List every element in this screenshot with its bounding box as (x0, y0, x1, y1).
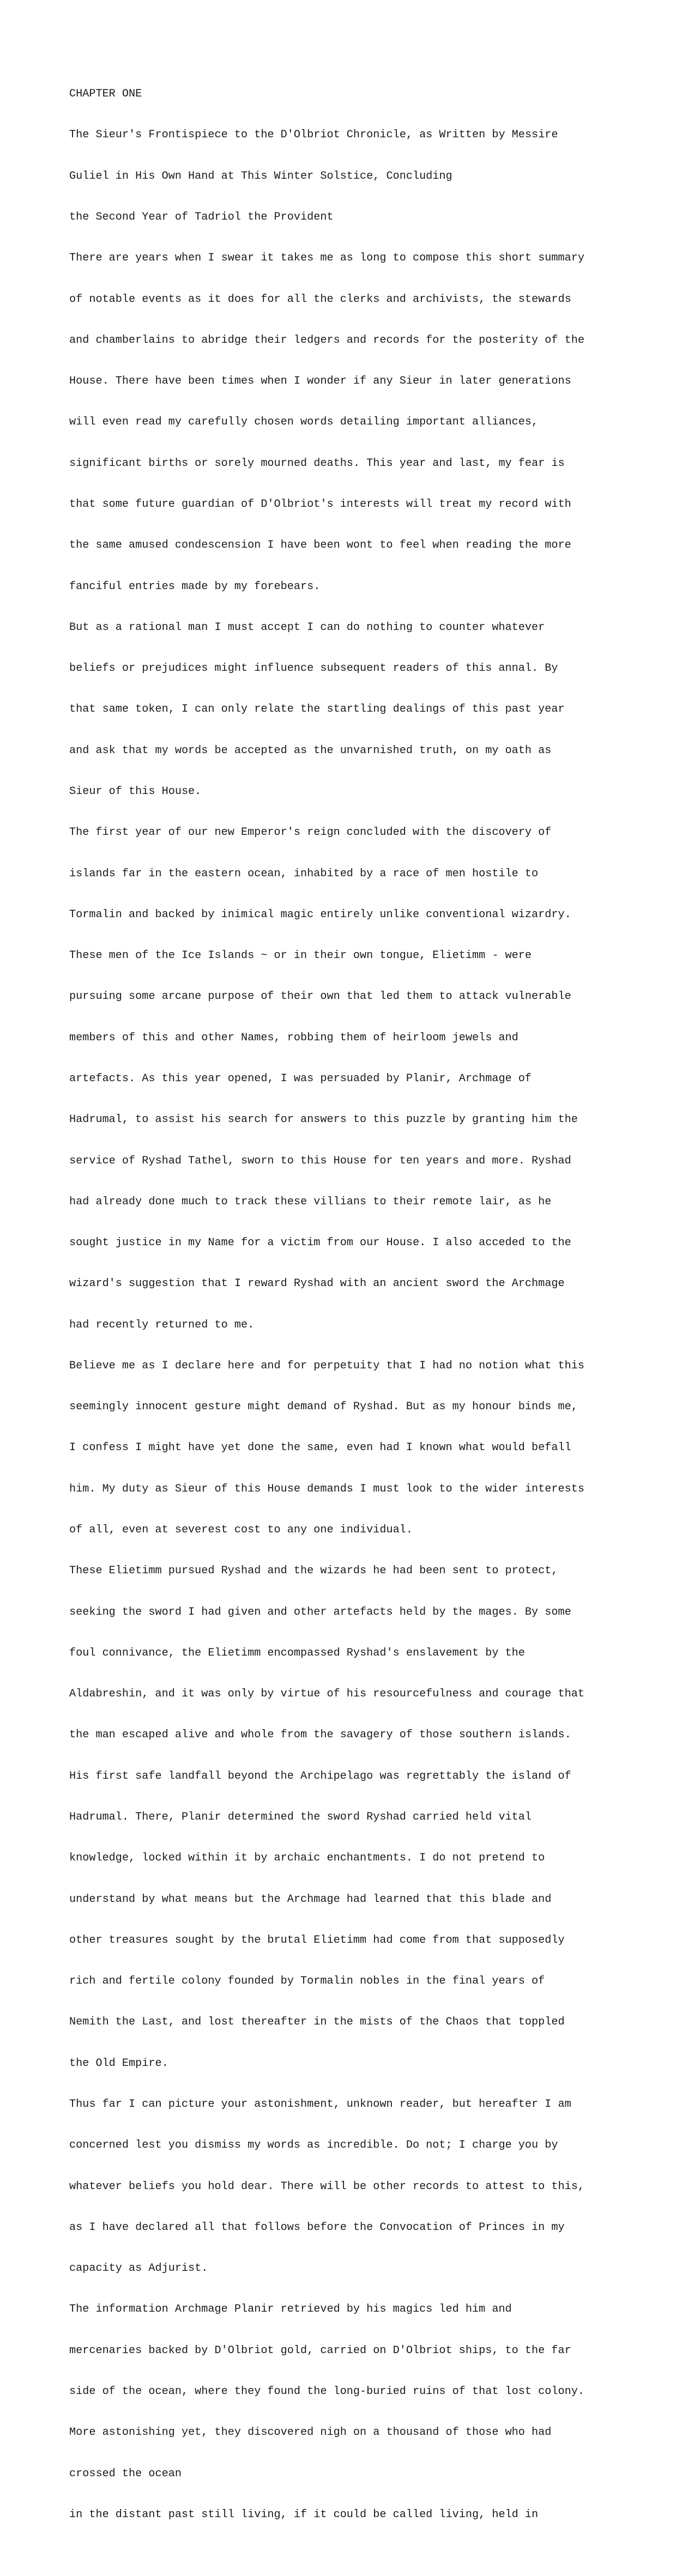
body-text-line: in the distant past still living, if it could be called living, held in (69, 2508, 539, 2521)
body-text-line: and ask that my words be accepted as the unvarnished truth, on my oath as (69, 744, 552, 757)
body-text-line: the same amused condescension I have been wont to feel when reading the more (69, 539, 571, 552)
body-text-line: Hadrumal, to assist his search for answers to this puzzle by granting him the (69, 1113, 578, 1126)
body-text-line: Nemith the Last, and lost thereafter in the mists of the Chaos that toppled (69, 2016, 565, 2029)
body-text-line: as I have declared all that follows before the Convocation of Princes in my (69, 2221, 565, 2234)
body-text-line: the Old Empire. (69, 2057, 168, 2070)
body-text-line: side of the ocean, where they found the long-buried ruins of that lost colony. (69, 2385, 584, 2398)
body-text-line: mercenaries backed by D'Olbriot gold, carried on D'Olbriot ships, to the far (69, 2344, 571, 2357)
body-text-line: seeking the sword I had given and other artefacts held by the mages. By some (69, 1605, 571, 1619)
body-text-line: Thus far I can picture your astonishment, unknown reader, but hereafter I am (69, 2098, 571, 2111)
body-text-line: other treasures sought by the brutal Elietimm had come from that supposedly (69, 1933, 565, 1947)
body-text-line: members of this and other Names, robbing them of heirloom jewels and (69, 1031, 518, 1044)
body-text-line: whatever beliefs you hold dear. There will be other records to attest to this, (69, 2180, 584, 2193)
body-text-line: significant births or sorely mourned deaths. This year and last, my fear is (69, 457, 565, 470)
body-text-line: had recently returned to me. (69, 1318, 255, 1331)
body-text-line: and chamberlains to abridge their ledgers and records for the posterity of the (69, 334, 584, 347)
body-text-line: House. There have been times when I wonder if any Sieur in later generations (69, 375, 571, 388)
body-text-line: But as a rational man I must accept I can do nothing to counter whatever (69, 621, 545, 634)
body-text-line: The first year of our new Emperor's reign concluded with the discovery of (69, 826, 552, 839)
body-text-line: him. My duty as Sieur of this House demands I must look to the wider interests (69, 1482, 584, 1495)
body-text-line: Believe me as I declare here and for perpetuity that I had no notion what this (69, 1359, 584, 1372)
body-text-line: sought justice in my Name for a victim from our House. I also acceded to the (69, 1237, 571, 1250)
chapter-heading: CHAPTER ONE (69, 88, 142, 101)
body-text-line: More astonishing yet, they discovered nigh on a thousand of those who had (69, 2426, 552, 2439)
body-text-line: seemingly innocent gesture might demand of Ryshad. But as my honour binds me, (69, 1401, 578, 1414)
document-page (69, 60, 620, 2576)
body-text-line: that some future guardian of D'Olbriot's interests will treat my record with (69, 498, 571, 511)
body-text-line: had already done much to track these villians to their remote lair, as he (69, 1195, 552, 1208)
frontispiece-title-line: the Second Year of Tadriol the Provident (69, 211, 334, 224)
body-text-line: These Elietimm pursued Ryshad and the wizards he had been sent to protect, (69, 1565, 558, 1578)
body-text-line: Aldabreshin, and it was only by virtue of his resourcefulness and courage that (69, 1688, 584, 1701)
frontispiece-title-line: Guliel in His Own Hand at This Winter Solstice, Concluding (69, 169, 452, 183)
body-text-line (69, 2549, 620, 2562)
body-text-line: Tormalin and backed by inimical magic entirely unlike conventional wizardry. (69, 908, 571, 921)
body-text-line: capacity as Adjurist. (69, 2262, 208, 2275)
body-text-line: Hadrumal. There, Planir determined the sword Ryshad carried held vital (69, 1811, 532, 1823)
body-text-line: There are years when I swear it takes me as long to compose this short summary (69, 252, 584, 265)
body-text-line: will even read my carefully chosen words detailing important alliances, (69, 416, 539, 429)
body-text-line: I confess I might have yet done the same, even had I known what would befall (69, 1441, 571, 1454)
body-text-line: pursuing some arcane purpose of their own that led them to attack vulnerable (69, 990, 571, 1003)
body-text-line: service of Ryshad Tathel, sworn to this House for ten years and more. Ryshad (69, 1154, 571, 1167)
body-text-line: the man escaped alive and whole from the savagery of those southern islands. (69, 1729, 571, 1742)
body-text-line: foul connivance, the Elietimm encompassed Ryshad's enslavement by the (69, 1646, 525, 1659)
body-text-line: The information Archmage Planir retrieved by his magics led him and (69, 2303, 512, 2316)
body-text-line: rich and fertile colony founded by Tormalin nobles in the final years of (69, 1975, 545, 1988)
body-text-line: knowledge, locked within it by archaic enchantments. I do not pretend to (69, 1852, 545, 1865)
body-text-line: fanciful entries made by my forebears. (69, 580, 321, 593)
body-text-line: islands far in the eastern ocean, inhabited by a race of men hostile to (69, 867, 539, 880)
body-text-line: beliefs or prejudices might influence subsequent readers of this annal. By (69, 662, 558, 675)
body-text-line: wizard's suggestion that I reward Ryshad with an ancient sword the Archmage (69, 1277, 565, 1290)
body-text-line: understand by what means but the Archmage had learned that this blade and (69, 1893, 552, 1906)
body-text-line: concerned lest you dismiss my words as incredible. Do not; I charge you by (69, 2139, 558, 2152)
body-text-line: that same token, I can only relate the startling dealings of this past year (69, 703, 565, 716)
body-text-line: of notable events as it does for all the clerks and archivists, the stewards (69, 293, 571, 306)
body-text-line: artefacts. As this year opened, I was persuaded by Planir, Archmage of (69, 1072, 532, 1085)
body-text-line: His first safe landfall beyond the Archipelago was regrettably the island of (69, 1769, 571, 1783)
body-text-line: of all, even at severest cost to any one individual. (69, 1524, 413, 1537)
body-text-line: crossed the ocean (69, 2467, 182, 2480)
body-text-line: Sieur of this House. (69, 785, 202, 798)
frontispiece-title-line: The Sieur's Frontispiece to the D'Olbriot Chronicle, as Written by Messire (69, 129, 558, 142)
body-text-line: These men of the Ice Islands ~ or in their own tongue, Elietimm - were (69, 949, 532, 962)
